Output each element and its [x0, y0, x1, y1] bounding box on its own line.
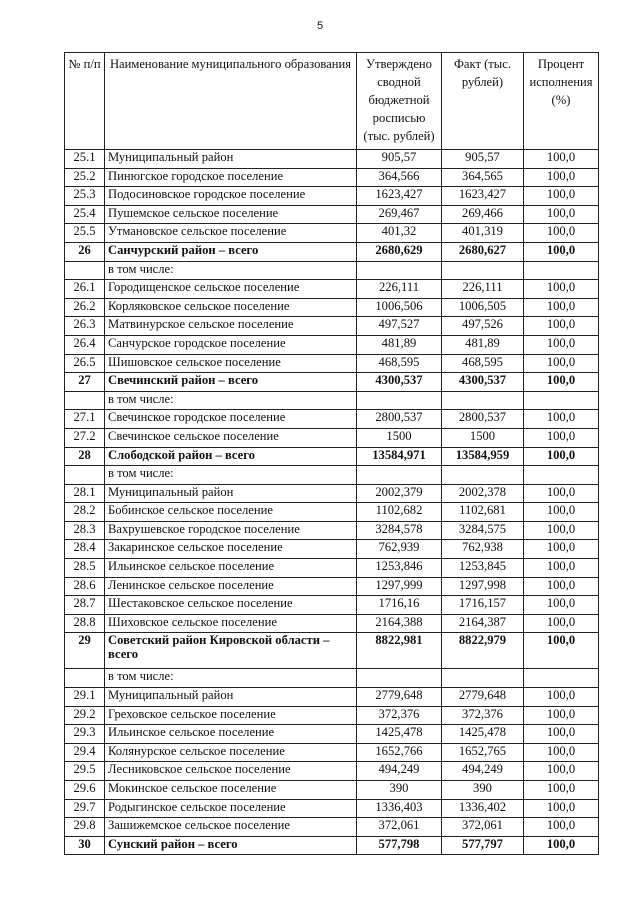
row-num: 29.2	[65, 706, 105, 725]
table-row	[65, 466, 599, 485]
header-approved: Утверждено сводной бюджетной росписью (тыс. рублей)	[357, 53, 442, 150]
row-num: 25.3	[65, 187, 105, 206]
row-name: Ильинское сельское поселение	[105, 725, 357, 744]
table-row	[65, 577, 599, 596]
row-num: 28.3	[65, 521, 105, 540]
table-row	[65, 503, 599, 522]
row-percent: 100,0	[524, 633, 599, 669]
row-approved: 4300,537	[357, 373, 442, 392]
row-approved: 2800,537	[357, 410, 442, 429]
row-fact: 2002,378	[442, 484, 524, 503]
table-row	[65, 540, 599, 559]
row-num: 28.7	[65, 596, 105, 615]
row-percent: 100,0	[524, 540, 599, 559]
row-approved: 762,939	[357, 540, 442, 559]
row-approved: 401,32	[357, 224, 442, 243]
row-name: Матвинурское сельское поселение	[105, 317, 357, 336]
row-name: Зашижемское сельское поселение	[105, 818, 357, 837]
table-row	[65, 706, 599, 725]
row-num: 29.5	[65, 762, 105, 781]
row-approved: 494,249	[357, 762, 442, 781]
row-name: Ленинское сельское поселение	[105, 577, 357, 596]
row-fact: 1297,998	[442, 577, 524, 596]
row-approved: 1336,403	[357, 799, 442, 818]
row-approved	[357, 466, 442, 485]
row-fact	[442, 669, 524, 688]
row-fact: 401,319	[442, 224, 524, 243]
row-num: 30	[65, 836, 105, 855]
row-approved: 269,467	[357, 205, 442, 224]
row-num: 29	[65, 633, 105, 669]
row-approved: 1006,506	[357, 298, 442, 317]
table-row	[65, 428, 599, 447]
row-percent: 100,0	[524, 168, 599, 187]
header-percent: Процент исполнения (%)	[524, 53, 599, 150]
row-name: Лесниковское сельское поселение	[105, 762, 357, 781]
row-approved: 1716,16	[357, 596, 442, 615]
row-approved: 3284,578	[357, 521, 442, 540]
row-approved: 364,566	[357, 168, 442, 187]
table-row	[65, 242, 599, 261]
table-row	[65, 205, 599, 224]
row-percent: 100,0	[524, 150, 599, 169]
row-approved: 497,527	[357, 317, 442, 336]
row-num: 29.3	[65, 725, 105, 744]
row-fact: 1623,427	[442, 187, 524, 206]
row-fact: 1336,402	[442, 799, 524, 818]
table-header-row	[65, 53, 599, 150]
row-fact: 2680,627	[442, 242, 524, 261]
row-percent: 100,0	[524, 503, 599, 522]
row-name: Муниципальный район	[105, 484, 357, 503]
row-num: 25.5	[65, 224, 105, 243]
row-fact: 1102,681	[442, 503, 524, 522]
row-approved: 905,57	[357, 150, 442, 169]
row-approved: 1253,846	[357, 559, 442, 578]
row-approved	[357, 669, 442, 688]
table-row	[65, 688, 599, 707]
row-approved: 468,595	[357, 354, 442, 373]
table-row	[65, 261, 599, 280]
row-fact: 762,938	[442, 540, 524, 559]
row-percent: 100,0	[524, 428, 599, 447]
row-percent: 100,0	[524, 688, 599, 707]
row-name: Сунский район – всего	[105, 836, 357, 855]
page-number: 5	[316, 20, 324, 32]
row-percent	[524, 669, 599, 688]
row-name: Свечинское сельское поселение	[105, 428, 357, 447]
row-percent: 100,0	[524, 224, 599, 243]
row-fact: 2164,387	[442, 614, 524, 633]
row-approved: 1297,999	[357, 577, 442, 596]
row-percent: 100,0	[524, 762, 599, 781]
row-fact: 364,565	[442, 168, 524, 187]
table-row	[65, 168, 599, 187]
row-percent: 100,0	[524, 596, 599, 615]
row-num: 26.2	[65, 298, 105, 317]
row-fact: 1425,478	[442, 725, 524, 744]
row-num: 27.1	[65, 410, 105, 429]
row-fact: 372,376	[442, 706, 524, 725]
row-fact: 468,595	[442, 354, 524, 373]
row-name: Корляковское сельское поселение	[105, 298, 357, 317]
row-fact: 2779,648	[442, 688, 524, 707]
table-row	[65, 836, 599, 855]
row-name: Родыгинское сельское поселение	[105, 799, 357, 818]
row-fact: 1500	[442, 428, 524, 447]
row-fact	[442, 261, 524, 280]
row-fact: 13584,959	[442, 447, 524, 466]
row-percent	[524, 466, 599, 485]
row-num	[65, 391, 105, 410]
table-row	[65, 354, 599, 373]
row-percent: 100,0	[524, 242, 599, 261]
row-num: 28.5	[65, 559, 105, 578]
row-name: Советский район Кировской области – всего	[105, 633, 357, 669]
row-percent: 100,0	[524, 706, 599, 725]
row-approved: 226,111	[357, 280, 442, 299]
header-num: № п/п	[65, 53, 105, 150]
table-row	[65, 596, 599, 615]
table-row	[65, 224, 599, 243]
row-name: Ильинское сельское поселение	[105, 559, 357, 578]
row-name: Санчурский район – всего	[105, 242, 357, 261]
table-row	[65, 743, 599, 762]
row-approved: 13584,971	[357, 447, 442, 466]
row-name: Пинюгское городское поселение	[105, 168, 357, 187]
table-row	[65, 781, 599, 800]
table-row	[65, 410, 599, 429]
table-row	[65, 280, 599, 299]
table-row	[65, 633, 599, 669]
row-name: Свечинский район – всего	[105, 373, 357, 392]
header-name: Наименование муниципального образования	[105, 53, 357, 150]
table-body	[65, 150, 599, 855]
row-num: 28.8	[65, 614, 105, 633]
row-num: 28	[65, 447, 105, 466]
table-row	[65, 150, 599, 169]
row-name: Пушемское сельское поселение	[105, 205, 357, 224]
row-name: Муниципальный район	[105, 688, 357, 707]
row-name: Шиховское сельское поселение	[105, 614, 357, 633]
row-fact: 1652,765	[442, 743, 524, 762]
row-name: Подосиновское городское поселение	[105, 187, 357, 206]
row-num: 29.4	[65, 743, 105, 762]
row-percent: 100,0	[524, 317, 599, 336]
row-num	[65, 261, 105, 280]
row-fact: 494,249	[442, 762, 524, 781]
table-row	[65, 559, 599, 578]
row-name: Греховское сельское поселение	[105, 706, 357, 725]
row-approved: 2680,629	[357, 242, 442, 261]
row-approved: 1652,766	[357, 743, 442, 762]
table-row	[65, 298, 599, 317]
table-row	[65, 391, 599, 410]
row-fact: 481,89	[442, 335, 524, 354]
table-row	[65, 317, 599, 336]
row-name: Шестаковское сельское поселение	[105, 596, 357, 615]
row-name: Утмановское сельское поселение	[105, 224, 357, 243]
row-num	[65, 466, 105, 485]
row-approved: 390	[357, 781, 442, 800]
row-approved: 1425,478	[357, 725, 442, 744]
row-fact: 3284,575	[442, 521, 524, 540]
row-approved: 2164,388	[357, 614, 442, 633]
row-name: Свечинское городское поселение	[105, 410, 357, 429]
row-fact: 226,111	[442, 280, 524, 299]
row-percent: 100,0	[524, 298, 599, 317]
header-fact: Факт (тыс. рублей)	[442, 53, 524, 150]
row-fact: 1253,845	[442, 559, 524, 578]
row-name: Городищенское сельское поселение	[105, 280, 357, 299]
row-percent: 100,0	[524, 743, 599, 762]
row-name: Бобинское сельское поселение	[105, 503, 357, 522]
row-approved: 1500	[357, 428, 442, 447]
row-num: 29.1	[65, 688, 105, 707]
row-percent: 100,0	[524, 799, 599, 818]
row-num: 28.2	[65, 503, 105, 522]
row-percent: 100,0	[524, 818, 599, 837]
row-num	[65, 669, 105, 688]
row-num: 26.1	[65, 280, 105, 299]
row-name: Вахрушевское городское поселение	[105, 521, 357, 540]
row-approved	[357, 261, 442, 280]
row-name: Санчурское городское поселение	[105, 335, 357, 354]
row-fact: 8822,979	[442, 633, 524, 669]
row-num: 28.1	[65, 484, 105, 503]
row-percent: 100,0	[524, 484, 599, 503]
row-name: в том числе:	[105, 466, 357, 485]
row-percent: 100,0	[524, 559, 599, 578]
table-row	[65, 447, 599, 466]
row-name: Муниципальный район	[105, 150, 357, 169]
row-fact: 4300,537	[442, 373, 524, 392]
row-name: Слободской район – всего	[105, 447, 357, 466]
table-row	[65, 484, 599, 503]
row-num: 29.8	[65, 818, 105, 837]
row-name: в том числе:	[105, 669, 357, 688]
row-name: Закаринское сельское поселение	[105, 540, 357, 559]
row-percent: 100,0	[524, 410, 599, 429]
row-name: Шишовское сельское поселение	[105, 354, 357, 373]
row-percent	[524, 391, 599, 410]
row-percent: 100,0	[524, 614, 599, 633]
row-num: 27	[65, 373, 105, 392]
row-num: 29.7	[65, 799, 105, 818]
row-percent: 100,0	[524, 354, 599, 373]
budget-table	[64, 52, 599, 855]
table-row	[65, 373, 599, 392]
table-row	[65, 725, 599, 744]
row-percent: 100,0	[524, 725, 599, 744]
row-approved: 1102,682	[357, 503, 442, 522]
row-percent: 100,0	[524, 373, 599, 392]
row-fact: 905,57	[442, 150, 524, 169]
row-percent: 100,0	[524, 447, 599, 466]
row-fact: 2800,537	[442, 410, 524, 429]
row-name: в том числе:	[105, 391, 357, 410]
row-fact: 372,061	[442, 818, 524, 837]
row-num: 28.6	[65, 577, 105, 596]
table-row	[65, 818, 599, 837]
row-num: 26.4	[65, 335, 105, 354]
row-num: 26.3	[65, 317, 105, 336]
row-num: 26	[65, 242, 105, 261]
row-approved: 1623,427	[357, 187, 442, 206]
row-num: 25.1	[65, 150, 105, 169]
row-num: 29.6	[65, 781, 105, 800]
row-num: 25.2	[65, 168, 105, 187]
row-percent: 100,0	[524, 187, 599, 206]
row-approved: 372,376	[357, 706, 442, 725]
row-num: 25.4	[65, 205, 105, 224]
row-approved: 577,798	[357, 836, 442, 855]
row-fact: 1716,157	[442, 596, 524, 615]
row-percent: 100,0	[524, 205, 599, 224]
row-name: Колянурское сельское поселение	[105, 743, 357, 762]
table-row	[65, 187, 599, 206]
row-fact	[442, 466, 524, 485]
table-row	[65, 799, 599, 818]
row-fact: 497,526	[442, 317, 524, 336]
row-percent: 100,0	[524, 577, 599, 596]
row-approved: 2002,379	[357, 484, 442, 503]
table-row	[65, 614, 599, 633]
row-approved	[357, 391, 442, 410]
row-fact: 390	[442, 781, 524, 800]
table-row	[65, 669, 599, 688]
table-row	[65, 762, 599, 781]
row-percent: 100,0	[524, 781, 599, 800]
row-approved: 2779,648	[357, 688, 442, 707]
row-percent: 100,0	[524, 280, 599, 299]
row-num: 28.4	[65, 540, 105, 559]
row-name: Мокинское сельское поселение	[105, 781, 357, 800]
row-num: 26.5	[65, 354, 105, 373]
row-num: 27.2	[65, 428, 105, 447]
row-approved: 8822,981	[357, 633, 442, 669]
row-percent	[524, 261, 599, 280]
table-row	[65, 521, 599, 540]
row-approved: 372,061	[357, 818, 442, 837]
row-percent: 100,0	[524, 521, 599, 540]
table-row	[65, 335, 599, 354]
row-fact: 1006,505	[442, 298, 524, 317]
row-percent: 100,0	[524, 335, 599, 354]
row-fact: 269,466	[442, 205, 524, 224]
row-fact	[442, 391, 524, 410]
row-percent: 100,0	[524, 836, 599, 855]
row-name: в том числе:	[105, 261, 357, 280]
row-fact: 577,797	[442, 836, 524, 855]
row-approved: 481,89	[357, 335, 442, 354]
